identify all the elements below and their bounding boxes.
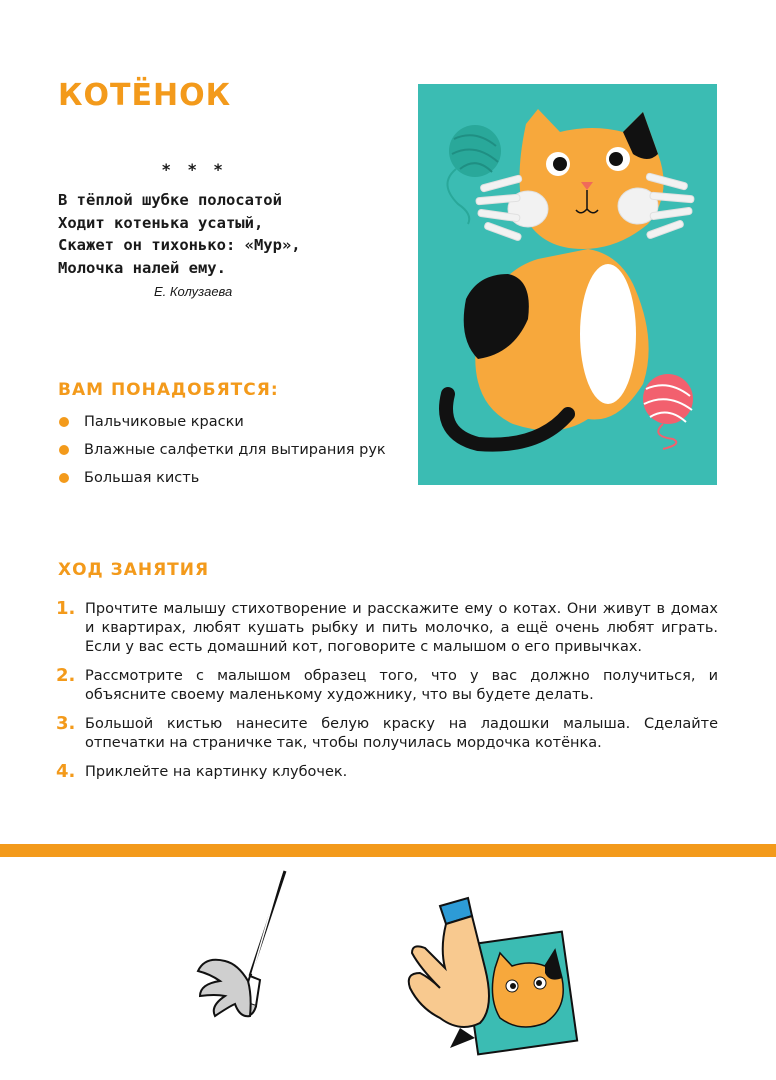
- hand-on-cat-picture-icon: [400, 888, 580, 1058]
- bullet-dot-icon: [59, 473, 69, 483]
- poem-stars: * * *: [162, 160, 229, 179]
- poem-author: Е. Колузаева: [154, 284, 233, 299]
- step-text: Большой кистью нанесите белую краску на ладошки малыша. Сделайте отпечатки на страничке так, чтобы получилась мордочка котёнка.: [85, 716, 718, 751]
- step-item: [56, 763, 718, 782]
- painted-hand-with-brush-icon: [190, 866, 300, 1026]
- step-text: Прочтите малышу стихотворение и расскажите ему о котах. Они живут в домах и квартирах, любят кушать рыбку и пить молочко, а ещё очень любят играть. Если у вас есть домашний кот, поговорите с малышом о его привычках.: [85, 601, 718, 655]
- poem-line: Скажет он тихонько: «Мур»,: [58, 236, 301, 254]
- list-item: Пальчиковые краски: [58, 412, 386, 440]
- step-number: 3.: [56, 713, 76, 734]
- materials-heading: ВАМ ПОНАДОБЯТСЯ:: [58, 380, 279, 400]
- procedure-steps: [56, 600, 718, 792]
- step-item: [56, 600, 718, 657]
- poem: [58, 189, 301, 279]
- bullet-dot-icon: [59, 445, 69, 455]
- list-item: Влажные салфетки для вытирания рук: [58, 440, 386, 468]
- step-number: 2.: [56, 665, 76, 686]
- step-item: [56, 715, 718, 753]
- poem-line: Молочка налей ему.: [58, 258, 226, 277]
- step-item: [56, 667, 718, 705]
- poem-line: В тёплой шубке полосатой: [58, 191, 282, 209]
- step-number: 1.: [56, 598, 76, 619]
- step-text: Рассмотрите с малышом образец того, что у вас должно получиться, и объясните своему маленькому художнику, что вы будете делать.: [85, 668, 718, 703]
- cat-illustration: [418, 84, 717, 485]
- poem-line: Ходит котенька усатый,: [58, 213, 264, 232]
- step-number: 4.: [56, 761, 76, 782]
- materials-list: [58, 412, 386, 496]
- divider-bar: [0, 844, 776, 857]
- procedure-heading: ХОД ЗАНЯТИЯ: [58, 560, 210, 580]
- page-title: КОТЁНОК: [58, 78, 232, 113]
- bullet-dot-icon: [59, 417, 69, 427]
- step-text: Приклейте на картинку клубочек.: [85, 764, 348, 780]
- list-item: Большая кисть: [58, 468, 386, 496]
